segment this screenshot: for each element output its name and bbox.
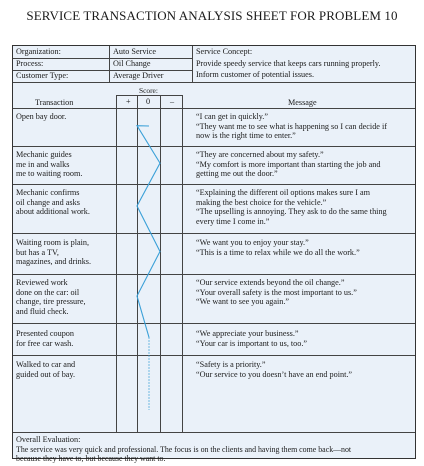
score-header-label: Score: bbox=[139, 86, 158, 95]
overall-evaluation-line-2: because they have to, but because they want to. bbox=[16, 454, 166, 463]
message-cell: “Safety is a priority.” “Our service to you doesn’t have an end point.” bbox=[196, 360, 353, 379]
message-cell: “I can get in quickly.” “They want me to see what is happening so I can decide if now is the right time to enter.” bbox=[196, 112, 387, 141]
message-cell: “Our service extends beyond the oil change.” “Your overall safety is the most important to us.” “We want to see you again.” bbox=[196, 278, 357, 307]
score-zero-header: 0 bbox=[146, 97, 151, 106]
service-concept-label: Service Concept: bbox=[196, 47, 253, 56]
sheet-title: SERVICE TRANSACTION ANALYSIS SHEET FOR PROBLEM 10 bbox=[26, 8, 398, 23]
overall-evaluation-line-1: The service was very quick and professional. The focus is on the clients and having them come back—not bbox=[16, 445, 352, 454]
transaction-cell: Mechanic guides me in and walks me to waiting room. bbox=[16, 150, 83, 179]
message-cell: “They are concerned about my safety.” “My comfort is more important than starting the job and getting me out the door.” bbox=[196, 150, 381, 179]
transaction-cell: Mechanic confirms oil change and asks about additional work. bbox=[16, 188, 90, 217]
service-concept-line-1: Provide speedy service that keeps cars running properly. bbox=[196, 59, 381, 68]
message-cell: “We appreciate your business.” “Your car is important to us, too.” bbox=[196, 329, 308, 348]
organization-value: Auto Service bbox=[113, 47, 156, 56]
message-cell: “We want you to enjoy your stay.” “This is a time to relax while we do all the work.” bbox=[196, 238, 360, 257]
transaction-cell: Walked to car and guided out of bay. bbox=[16, 360, 76, 379]
score-line bbox=[137, 126, 160, 338]
service-concept-line-2: Inform customer of potential issues. bbox=[196, 70, 315, 79]
transaction-cell: Open bay door. bbox=[16, 112, 67, 121]
customer-type-label: Customer Type: bbox=[16, 71, 69, 80]
process-label: Process: bbox=[16, 59, 44, 68]
organization-label: Organization: bbox=[16, 47, 61, 56]
overall-evaluation-label: Overall Evaluation: bbox=[16, 435, 81, 444]
transaction-cell: Reviewed work done on the car: oil change, tire pressure, and fluid check. bbox=[16, 278, 86, 316]
transaction-column-header: Transaction bbox=[35, 98, 74, 107]
score-plus-header: + bbox=[126, 97, 131, 106]
transaction-cell: Waiting room is plain, but has a TV, magazines, and drinks. bbox=[16, 238, 92, 267]
score-minus-header: – bbox=[170, 97, 175, 106]
score-line-graph bbox=[13, 46, 415, 458]
customer-type-value: Average Driver bbox=[113, 71, 164, 80]
process-value: Oil Change bbox=[113, 59, 151, 68]
message-cell: “Explaining the different oil options makes sure I am making the best choice for the vehicle.” “The upselling is annoying. They ask to do the same thing every time I come in.” bbox=[196, 188, 387, 226]
message-column-header: Message bbox=[288, 98, 317, 107]
transaction-cell: Presented coupon for free car wash. bbox=[16, 329, 74, 348]
transaction-analysis-sheet bbox=[12, 45, 416, 463]
